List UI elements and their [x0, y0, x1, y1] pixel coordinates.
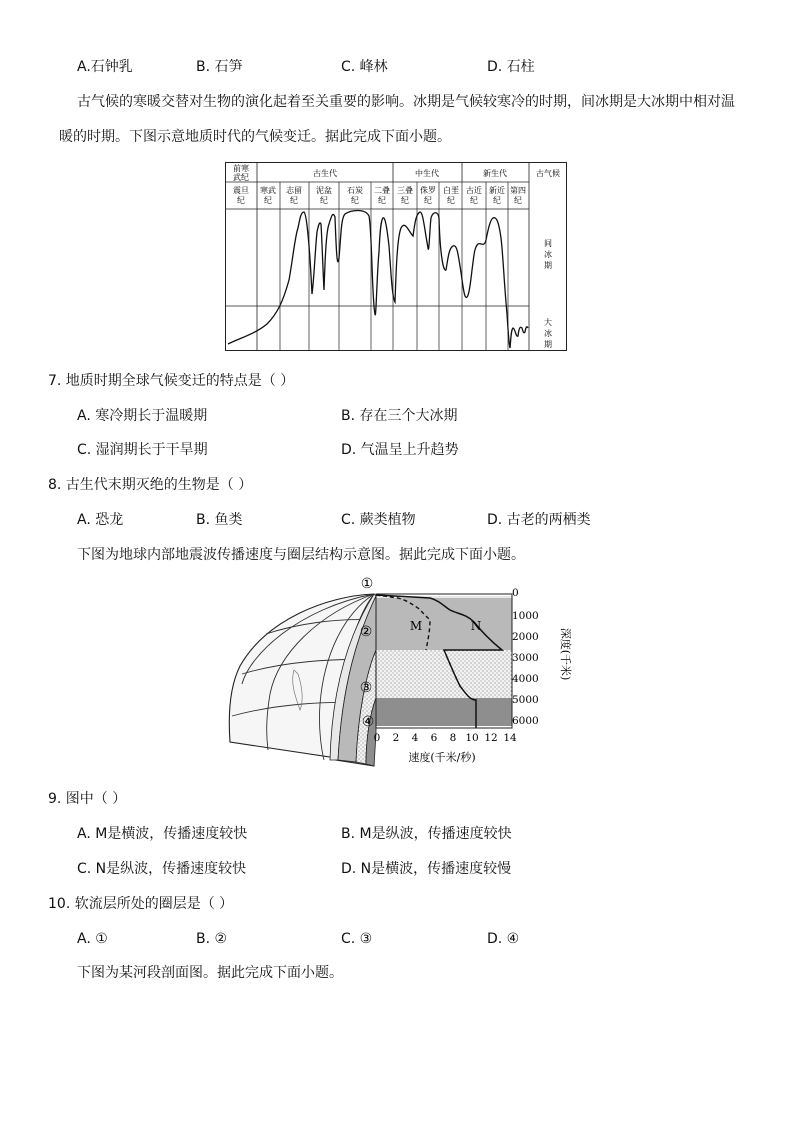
seismic-wave-chart	[226, 574, 574, 770]
depth-tick: 4000	[512, 673, 539, 685]
speed-tick: 12	[484, 732, 498, 744]
q7-option-d[interactable]: D. 气温呈上升趋势	[341, 442, 459, 458]
period-sinian: 震旦纪	[233, 186, 249, 205]
q8-option-c[interactable]: C. 蕨类植物	[341, 512, 416, 528]
period-paleogene: 古近纪	[466, 186, 482, 205]
layer-label-1: ①	[360, 576, 374, 592]
q10-option-b[interactable]: B. ②	[196, 931, 228, 947]
period-cambrian: 寒武纪	[260, 186, 276, 205]
ice-age-label: 大冰期	[544, 318, 552, 349]
q6-option-a[interactable]: A.石钟乳	[77, 59, 133, 75]
q9-option-b[interactable]: B. M是纵波，传播速度较快	[341, 826, 512, 842]
speed-tick: 10	[465, 732, 479, 744]
question-8-stem: 8. 古生代末期灭绝的生物是（ ）	[48, 477, 253, 493]
depth-layer-bands	[376, 594, 512, 728]
period-permian: 二叠纪	[374, 186, 390, 205]
period-triassic: 三叠纪	[397, 186, 413, 205]
q8-option-a[interactable]: A. 恐龙	[77, 512, 124, 528]
intro-paragraph-2: 下图为地球内部地震波传播速度与圈层结构示意图。据此完成下面小题。	[77, 547, 525, 563]
q9-option-a[interactable]: A. M是横波，传播速度较快	[77, 826, 248, 842]
q6-option-b[interactable]: B. 石笋	[196, 59, 243, 75]
intro-paragraph-3: 下图为某河段剖面图。据此完成下面小题。	[77, 965, 343, 981]
era-mesozoic: 中生代	[415, 169, 439, 178]
period-quaternary: 第四纪	[510, 186, 526, 205]
layer-label-3: ③	[359, 680, 373, 696]
speed-axis-label: 速度(千米/秒)	[408, 751, 476, 764]
speed-tick-labels	[374, 732, 517, 744]
speed-tick: 14	[503, 732, 517, 744]
era-precambrian: 前寒武纪	[233, 164, 249, 182]
layer-label-4: ④	[361, 714, 375, 730]
climate-change-chart	[225, 162, 567, 351]
speed-tick: 2	[392, 732, 400, 744]
intro-paragraph-1-line-2: 暖的时期。下图示意地质时代的气候变迁。据此完成下面小题。	[59, 129, 451, 145]
period-carboniferous: 石炭纪	[347, 186, 363, 205]
q8-option-d[interactable]: D. 古老的两栖类	[487, 512, 591, 528]
intro-paragraph-1-line-1: 古气候的寒暖交替对生物的演化起着至关重要的影响。冰期是气候较寒冷的时期，间冰期是大冰期中相对温	[77, 94, 735, 110]
depth-tick: 5000	[512, 694, 539, 706]
q6-option-d[interactable]: D. 石柱	[487, 59, 535, 75]
era-paleozoic: 古生代	[313, 169, 337, 178]
paleoclimate-header: 古气候	[536, 169, 560, 178]
q9-option-d[interactable]: D. N是横波，传播速度较慢	[341, 861, 512, 877]
speed-tick: 8	[449, 732, 457, 744]
depth-tick: 0	[512, 587, 519, 599]
q7-option-c[interactable]: C. 湿润期长于干旱期	[77, 442, 208, 458]
q10-option-a[interactable]: A. ①	[77, 931, 108, 947]
q7-option-b[interactable]: B. 存在三个大冰期	[341, 408, 458, 424]
period-neogene: 新近纪	[489, 186, 505, 205]
q7-option-a[interactable]: A. 寒冷期长于温暖期	[77, 408, 208, 424]
q6-option-c[interactable]: C. 峰林	[341, 59, 388, 75]
wave-label-n: N	[470, 619, 482, 633]
period-devonian: 泥盆纪	[316, 186, 332, 205]
interglacial-label: 间冰期	[544, 239, 552, 270]
layer-label-2: ②	[359, 624, 373, 640]
depth-tick-labels	[512, 587, 539, 727]
depth-axis-label: 深度(千米)	[559, 627, 572, 681]
era-cenozoic: 新生代	[483, 169, 507, 178]
depth-tick: 1000	[512, 610, 539, 622]
q8-option-b[interactable]: B. 鱼类	[196, 512, 243, 528]
q9-option-c[interactable]: C. N是纵波，传播速度较快	[77, 861, 247, 877]
question-10-stem: 10. 软流层所处的圈层是（ ）	[48, 896, 234, 912]
depth-tick: 3000	[512, 652, 539, 664]
speed-tick: 0	[373, 732, 381, 744]
speed-tick: 4	[411, 732, 419, 744]
question-9-stem: 9. 图中（ ）	[48, 791, 127, 807]
question-7-stem: 7. 地质时期全球气候变迁的特点是（ ）	[48, 373, 295, 389]
period-silurian: 志留纪	[286, 186, 302, 205]
depth-tick: 2000	[512, 631, 539, 643]
wave-label-m: M	[409, 619, 423, 633]
q10-option-c[interactable]: C. ③	[341, 931, 373, 947]
q10-option-d[interactable]: D. ④	[487, 931, 520, 947]
depth-tick: 6000	[512, 715, 539, 727]
period-cretaceous: 白垩纪	[443, 186, 459, 205]
earth-cutaway-illustration	[229, 594, 376, 766]
period-jurassic: 侏罗纪	[420, 186, 436, 205]
speed-tick: 6	[430, 732, 438, 744]
